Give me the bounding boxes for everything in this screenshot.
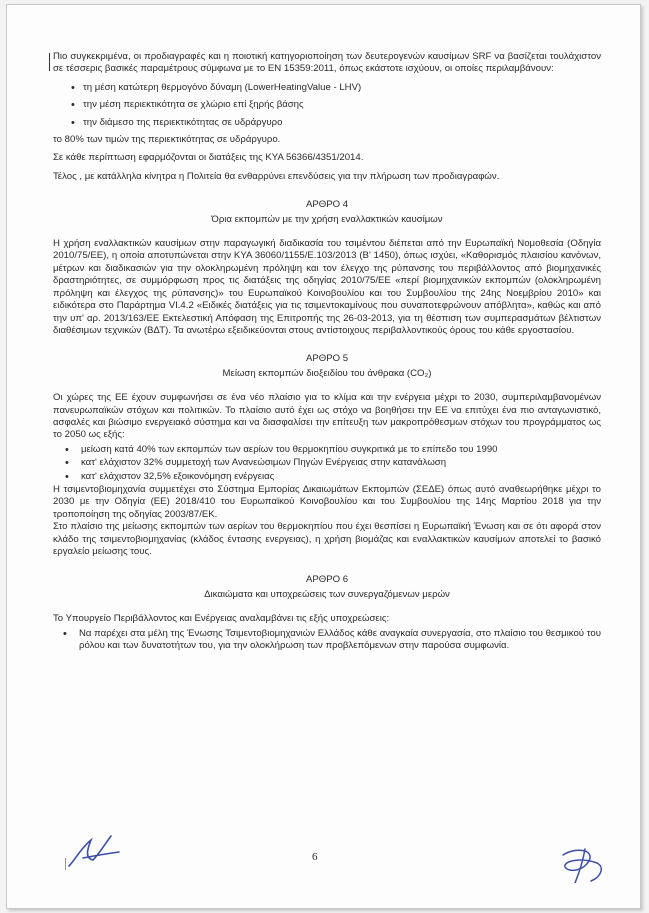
article-6-title: Δικαιώματα και υποχρεώσεις των συνεργαζόμενων μερών	[204, 588, 450, 600]
article-6-heading: ΑΡΘΡΟ 6	[305, 574, 349, 586]
margin-mark	[49, 53, 50, 71]
intro-paragraph-3: Τέλος , με κατάλληλα κίνητρα η Πολιτεία θα ενθαρρύνει επενδύσεις για την πλήρωση των προδιαγραφών.	[53, 170, 500, 182]
article-6-bullet: • Να παρέχει στα μέλη της Ένωσης Τσιμεντοβιομηχανιών Ελλάδος κάθε αναγκαία συνεργασία, στο πλαίσιο του θεσμικού του ρόλου και των δυνατοτήτων του, για την ολοκλήρωση των προβλεπόμενων στην παρούσα συμφωνία.	[53, 628, 601, 653]
article-5-paragraph: Οι χώρες της ΕΕ έχουν συμφωνήσει σε ένα νέο πλαίσιο για το κλίμα και την ενέργεια μέχρι το 2030, συμπεριλαμβανομένων πανευρωπαϊκών στόχων και πολιτικών. Το πλαίσιο αυτό έχει ως στόχο να βοηθήσει την ΕΕ να επιτύχει ένα πιο ανταγωνιστικό, ασφαλές και βιώσιμο ενεργειακό σύστημα και να διασφαλίσει την επίτευξη των μακροπρόθεσμων στόχων του προγράμματος ως το 2050 ως εξής:	[53, 392, 601, 441]
article-5-bullet: • κατ' ελάχιστον 32,5% εξοικονόμηση ενέργειας	[53, 471, 601, 483]
intro-bullet: • τη μέση κατώτερη θερμογόνο δύναμη (LowerHeatingValue - LHV)	[53, 82, 601, 94]
signature-right-icon	[555, 843, 611, 883]
intro-paragraph-2: Σε κάθε περίπτωση εφαρμόζονται οι διατάξεις της ΚΥΑ 56366/4351/2014.	[53, 152, 364, 164]
article-4-body: Η χρήση εναλλακτικών καυσίμων στην παραγωγική διαδικασία του τσιμέντου διέπεται από την Ευρωπαϊκή Νομοθεσία (Οδηγία 2010/75/ΕΕ), η οποία αποτυπώνεται στην ΚΥΑ 36060/1155/Ε.103/2013 (Β' 1450), όπως ισχύει, «Καθορισμός πλαισίου κανόνων, μέτρων και διαδικασιών για την ολοκληρωμένη πρόληψη και τον έλεγχο της ρύπανσης του περιβάλλοντος από βιομηχανικές δραστηριότητες, σε συμμόρφωση προς τις διατάξεις της οδηγίας 2010/75/ΕΕ «περί βιομηχανικών εκπομπών (ολοκληρωμένη πρόληψη και έλεγχος της ρύπανσης)» του Ευρωπαϊκού Κοινοβουλίου και του Συμβουλίου της 24ης Νοεμβρίου 2010» και ειδικότερα στο Παράρτημα VI.4.2 «Ειδικές διατάξεις για τις τσιμεντοκαμίνους που συναποτεφρώνουν απόβλητα», καθώς και από την υπ' αρ. 2013/163/ΕΕ Εκτελεστική Απόφαση της Επιτροπής της 26-03-2013, για τη θέσπιση των συμπερασμάτων βέλτιστων διαθέσιμων τεχνικών (ΒΔΤ). Τα ανωτέρω εξειδικεύονται στους αντίστοιχους περιβαλλοντικούς όρους του κάθε εργοστασίου.	[53, 238, 601, 336]
signature-left-icon	[65, 830, 125, 870]
page-number: 6	[312, 851, 318, 863]
intro-bullet: • την διάμεσο της περιεκτικότητας σε υδράργυρο	[53, 117, 601, 129]
article-6-paragraph: Το Υπουργείο Περιβάλλοντος και Ενέργειας αναλαμβάνει τις εξής υποχρεώσεις:	[53, 613, 390, 625]
article-5-paragraph-3: Στο πλαίσιο της μείωσης εκπομπών των αερίων του θερμοκηπίου που έχει θεσπίσει η Ευρωπαϊκή Ένωση και σε ότι αφορά στον κλάδο της τσιμεντοβιομηχανίας (κλάδος έντασης ενεργειας), η χρήση βιομάζας και εναλλακτικών καυσίμων αποτελεί το βασικό εργαλείο μείωσης τους.	[53, 521, 601, 557]
document-body	[53, 51, 601, 652]
article-5-heading: ΑΡΘΡΟ 5	[305, 353, 349, 365]
article-4-title: Όρια εκπομπών με την χρήση εναλλακτικών καυσίμων	[211, 213, 443, 225]
intro-bullet: • την μέση περιεκτικότητα σε χλώριο επί ξηρής βάσης	[53, 99, 601, 111]
article-4-heading: ΑΡΘΡΟ 4	[305, 199, 349, 211]
document-page	[6, 4, 641, 909]
article-5-title: Μείωση εκπομπών διοξειδίου του άνθρακα (CO₂)	[222, 367, 432, 379]
intro-paragraph: Πιο συγκεκριμένα, οι προδιαγραφές και η ποιοτική κατηγοριοποίηση των δευτερογενών καυσίμων SRF να βασίζεται τουλάχιστον σε τέσσερις βασικές παραμέτρους σύμφωνα με το ΕΝ 15359:2011, όπως εκάστοτε ισχύουν, οι οποίες περιλαμβάνουν:	[53, 51, 601, 75]
article-5-bullet: • κατ' ελάχιστον 32% συμμετοχή των Ανανεώσιμων Πηγών Ενέργειας στην κατανάλωση	[53, 457, 601, 469]
article-5-paragraph-2: Η τσιμεντοβιομηχανία συμμετέχει στο Σύστημα Εμπορίας Δικαιωμάτων Εκπομπών (ΣΕΔΕ) όπως αυτό αναθεωρήθηκε μέχρι το 2030 με την Οδηγία (ΕΕ) 2018/410 του Ευρωπαϊκού Κοινοβουλίου και του Συμβουλίου της 14ης Μαρτίου 2018 για την τροποποίηση της οδηγίας 2003/87/ΕΚ.	[53, 483, 601, 520]
article-5-bullet: • μείωση κατά 40% των εκπομπών των αερίων του θερμοκηπίου συγκριτικά με το επίπεδο του 1990	[53, 444, 601, 456]
intro-tail: το 80% των τιμών της περιεκτικότητας σε υδράργυρο.	[53, 134, 281, 146]
